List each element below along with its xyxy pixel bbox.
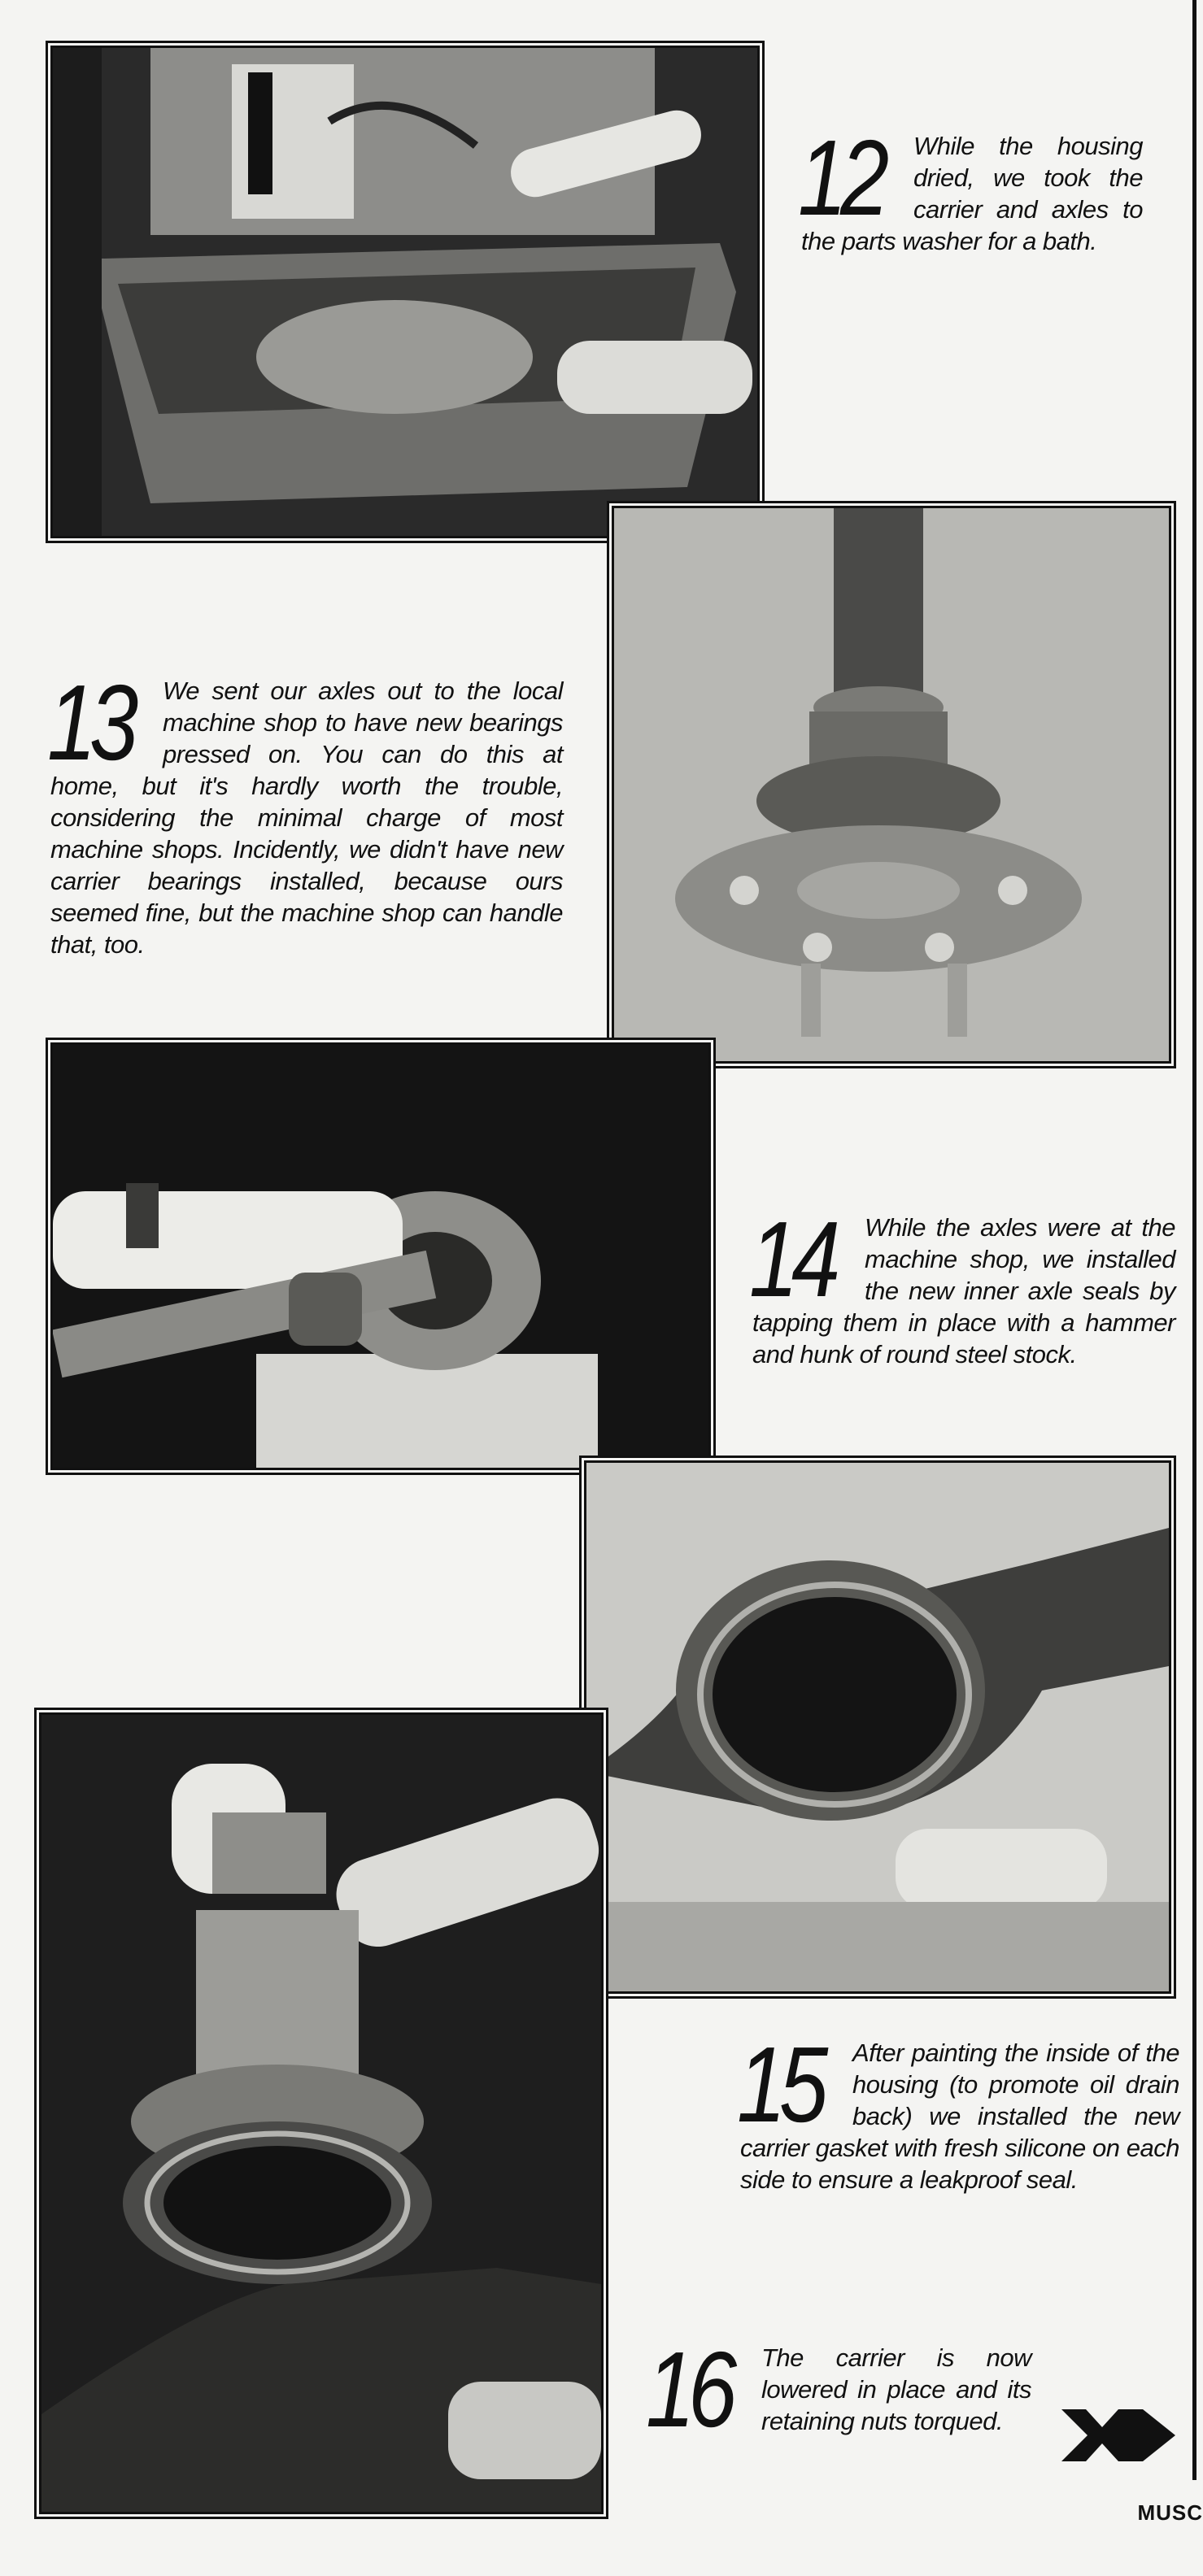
step-16-text: The carrier is now lowered in place and its retaining nuts torqued. bbox=[761, 2343, 1031, 2435]
step-15-number: 15 bbox=[737, 2025, 822, 2144]
step-12-caption bbox=[798, 118, 1143, 257]
step-13-number: 13 bbox=[47, 663, 132, 782]
step-15-caption bbox=[737, 2025, 1179, 2195]
step-13-caption bbox=[47, 663, 563, 960]
photo-housing-gasket bbox=[584, 1460, 1171, 1994]
step-13-text: We sent our axles out to the local machine shop to have new bearings pressed on. You can do this at home, but it's hardly worth the trouble, considering the minimal charge of most machine shops. Incidently, we didn't have new carrier bearings installed, because ours seemed fine, but the machine shop can handle that, too. bbox=[50, 677, 563, 959]
photo-axle-bearing bbox=[612, 506, 1171, 1064]
step-15-text: After painting the inside of the housing (to promote oil drain back) we installed the new carrier gasket with fresh silicone on each side to ensure a leakproof seal. bbox=[740, 2039, 1179, 2194]
photo-parts-washer bbox=[50, 46, 760, 538]
step-16-caption bbox=[646, 2330, 1031, 2449]
step-14-number: 14 bbox=[749, 1199, 834, 1319]
photo-axle-seal-install bbox=[50, 1042, 711, 1470]
step-12-text: While the housing dried, we took the carrier and axles to the parts washer for a bath. bbox=[801, 132, 1143, 255]
photo-carrier-install bbox=[39, 1712, 604, 2514]
footer-magazine-tag: MUSC bbox=[1137, 2500, 1203, 2525]
step-12-number: 12 bbox=[798, 118, 883, 237]
step-14-caption bbox=[749, 1199, 1175, 1370]
continue-arrow-icon bbox=[1061, 2403, 1183, 2468]
step-16-number: 16 bbox=[646, 2330, 730, 2449]
page-edge-rule bbox=[1192, 0, 1196, 2480]
step-14-text: While the axles were at the machine shop, we installed the new inner axle seals by tapping them in place with a hammer and hunk of round steel stock. bbox=[752, 1213, 1175, 1368]
